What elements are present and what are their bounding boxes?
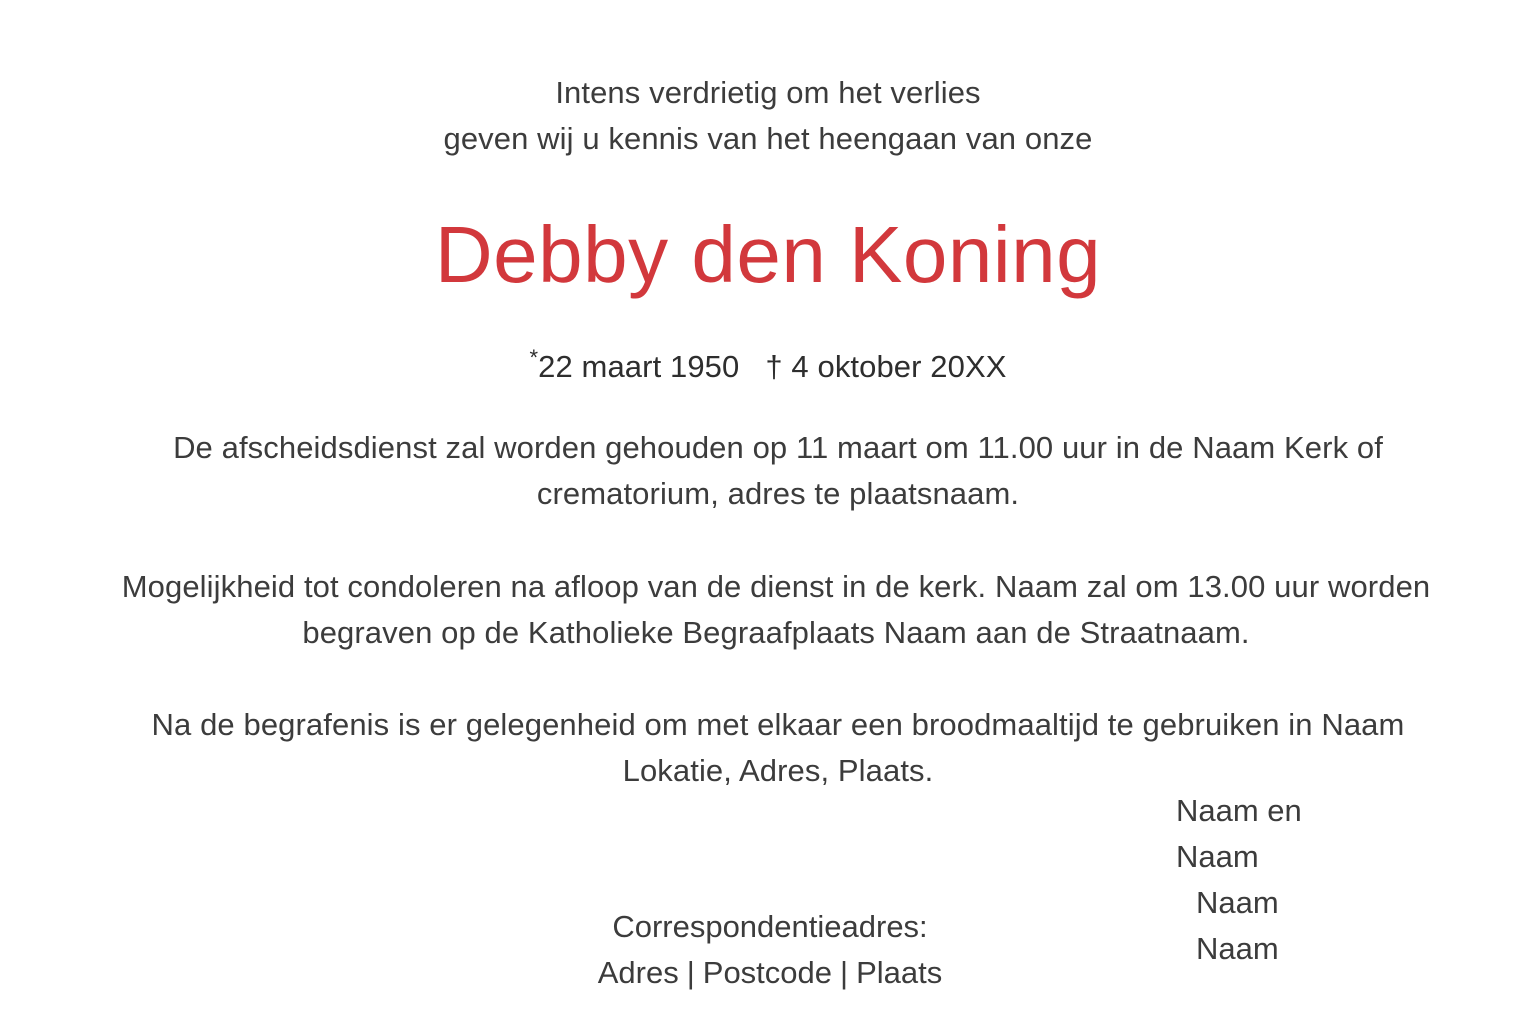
family-name-2: Naam bbox=[1176, 839, 1259, 874]
place-text: Plaats bbox=[856, 955, 943, 990]
life-dates bbox=[0, 344, 1536, 390]
correspondence-label: Correspondentieadres: bbox=[612, 909, 928, 944]
postcode-text: Postcode bbox=[702, 955, 833, 990]
birth-symbol: * bbox=[529, 345, 539, 370]
birth-date: 22 maart 1950 bbox=[538, 349, 740, 384]
intro-line-2: geven wij u kennis van het heengaan van onze bbox=[443, 121, 1093, 156]
separator: | bbox=[840, 955, 849, 990]
death-date: 4 oktober 20XX bbox=[791, 349, 1007, 384]
deceased-name: Debby den Koning bbox=[434, 210, 1102, 299]
intro-text bbox=[0, 70, 1536, 162]
condolence-paragraph: Mogelijkheid tot condoleren na afloop van de dienst in de kerk. Naam zal om 13.00 uur worden begraven op de Katholieke Begraafplaats Naam aan de Straatnaam. bbox=[121, 569, 1431, 650]
correspondence-address bbox=[540, 904, 1000, 996]
family-name-3: Naam bbox=[1196, 885, 1279, 920]
service-paragraph: De afscheidsdienst zal worden gehouden op 11 maart om 11.00 uur in de Naam Kerk of crematorium, adres te plaatsnaam. bbox=[173, 430, 1383, 511]
family-name-1: Naam en bbox=[1176, 793, 1302, 828]
family-name-4: Naam bbox=[1196, 931, 1279, 966]
intro-line-1: Intens verdrietig om het verlies bbox=[555, 75, 981, 110]
death-symbol: † bbox=[765, 349, 783, 384]
family-names bbox=[1176, 788, 1302, 972]
correspondence-details bbox=[540, 950, 1000, 996]
meal-paragraph: Na de begrafenis is er gelegenheid om met elkaar een broodmaaltijd te gebruiken in Naam Lokatie, Adres, Plaats. bbox=[151, 707, 1405, 788]
address-text: Adres bbox=[597, 955, 679, 990]
separator: | bbox=[686, 955, 695, 990]
